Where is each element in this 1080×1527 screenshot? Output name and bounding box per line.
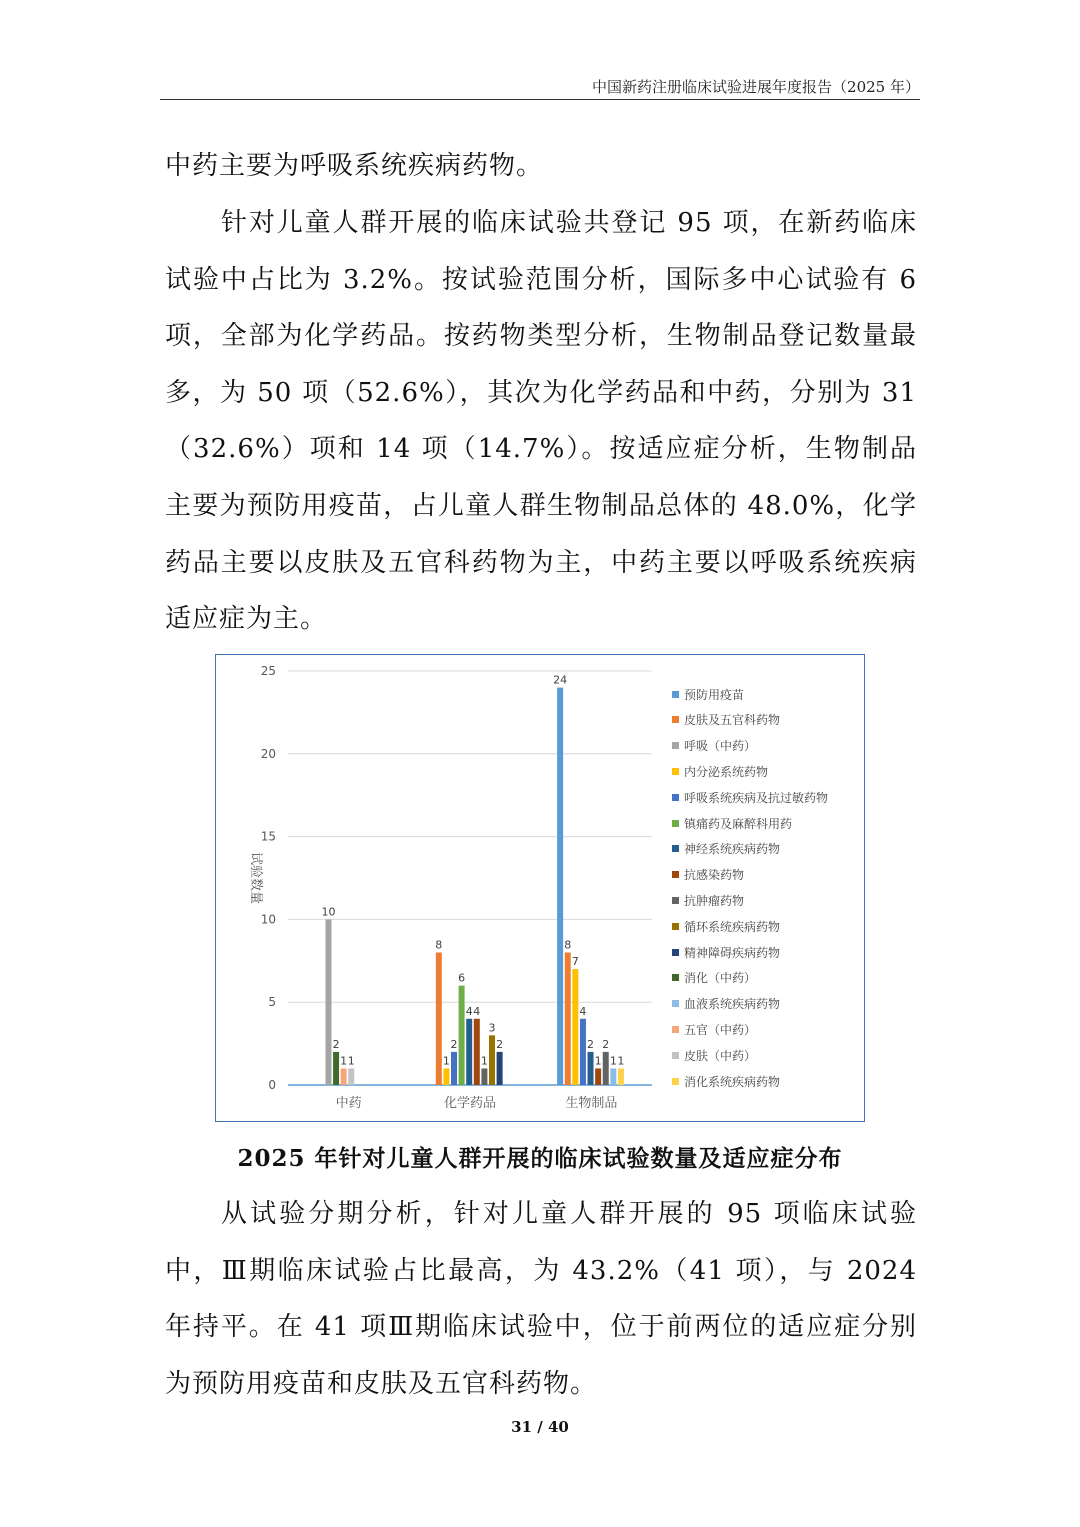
- legend-label: 消化（中药）: [684, 971, 757, 986]
- data-label: 6: [458, 971, 466, 985]
- legend-swatch: [672, 794, 679, 801]
- data-label: 4: [473, 1004, 481, 1018]
- data-label: 1: [347, 1054, 355, 1068]
- data-label: 2: [602, 1037, 610, 1051]
- data-label: 2: [587, 1037, 595, 1051]
- bar: [489, 1035, 495, 1085]
- legend-swatch: [672, 974, 679, 981]
- legend-item: [672, 942, 780, 962]
- data-label: 2: [450, 1037, 458, 1051]
- data-label: 4: [579, 1004, 587, 1018]
- legend-label: 呼吸（中药）: [684, 739, 757, 754]
- legend-swatch: [672, 871, 679, 878]
- bar: [341, 1068, 347, 1085]
- bar: [565, 953, 571, 1085]
- bar: [436, 953, 442, 1085]
- legend-swatch: [672, 820, 679, 827]
- legend-item: [672, 1045, 756, 1065]
- bar: [325, 919, 331, 1085]
- legend-swatch: [672, 768, 679, 775]
- bar: [474, 1019, 480, 1085]
- bar: [333, 1052, 339, 1085]
- data-label: 8: [564, 938, 572, 952]
- figure-caption: 2025 年针对儿童人群开展的临床试验数量及适应症分布: [237, 1145, 843, 1172]
- y-tick-label: 10: [260, 912, 276, 927]
- legend-label: 抗肿瘤药物: [684, 893, 745, 908]
- legend-item: [672, 813, 792, 833]
- legend-label: 循环系统疾病药物: [684, 919, 781, 934]
- legend-item: [672, 968, 756, 988]
- bar: [618, 1068, 624, 1085]
- y-tick-label: 15: [260, 829, 276, 844]
- bar: [459, 986, 465, 1085]
- data-label: 8: [435, 938, 443, 952]
- legend-label: 皮肤（中药）: [684, 1048, 757, 1063]
- bar: [497, 1052, 503, 1085]
- header-rule: [160, 99, 920, 100]
- legend-item: [672, 890, 744, 910]
- bar: [595, 1068, 601, 1085]
- data-label: 1: [442, 1054, 450, 1068]
- legend-swatch: [672, 923, 679, 930]
- legend-label: 皮肤及五官科药物: [684, 713, 781, 728]
- bar: [580, 1019, 586, 1085]
- legend-label: 神经系统疾病药物: [684, 842, 781, 857]
- bar: [451, 1052, 457, 1085]
- data-label: 10: [321, 905, 336, 919]
- bar: [466, 1019, 472, 1085]
- data-label: 1: [617, 1054, 625, 1068]
- legend-label: 预防用疫苗: [684, 687, 745, 702]
- legend-swatch: [672, 897, 679, 904]
- legend-item: [672, 865, 744, 885]
- y-tick-label: 25: [260, 664, 276, 678]
- data-label: 2: [496, 1037, 504, 1051]
- bar: [603, 1052, 609, 1085]
- legend-swatch: [672, 845, 679, 852]
- bar: [557, 688, 563, 1085]
- legend-swatch: [672, 742, 679, 749]
- paragraph-2: 针对儿童人群开展的临床试验共登记 95 项，在新药临床试验中占比为 3.2%。按试验范围分析，国际多中心试验有 6 项，全部为化学药品。按药物类型分析，生物制品登记数量最多，为 50 项（52.6%），其次为化学药品和中药，分别为 31（32.6%）项和 14 项（14.7%）。按适应症分析，生物制品主要为预防用疫苗，占儿童人群生物制品总体的 48.0%，化学药品主要以皮肤及五官科药物为主，中药主要以呼吸系统疾病适应症为主。: [165, 208, 917, 635]
- legend-label: 呼吸系统疾病及抗过敏药物: [684, 790, 829, 805]
- page-header: 中国新药注册临床试验进展年度报告（2025 年）: [592, 78, 920, 96]
- legend-label: 镇痛药及麻醉科用药: [684, 816, 793, 831]
- x-tick-label: 生物制品: [565, 1096, 618, 1111]
- legend-item: [672, 1071, 780, 1091]
- legend-item: [672, 1019, 756, 1039]
- legend-label: 消化系统疾病药物: [684, 1074, 781, 1089]
- legend-item: [672, 736, 756, 756]
- legend-label: 五官（中药）: [684, 1022, 757, 1037]
- page-number: 31 / 40: [511, 1418, 569, 1436]
- y-tick-label: 0: [268, 1078, 276, 1092]
- legend-item: [672, 916, 780, 936]
- legend-item: [672, 684, 744, 704]
- bar: [610, 1068, 616, 1085]
- x-tick-label: 中药: [335, 1096, 362, 1111]
- legend-swatch: [672, 1026, 679, 1033]
- legend-swatch: [672, 1078, 679, 1085]
- legend-label: 精神障碍疾病药物: [684, 945, 781, 960]
- data-label: 2: [332, 1037, 340, 1051]
- y-tick-label: 20: [260, 746, 276, 761]
- legend-swatch: [672, 1000, 679, 1007]
- legend-swatch: [672, 1052, 679, 1059]
- legend-label: 血液系统疾病药物: [684, 997, 781, 1012]
- y-axis-label: 试验数量: [248, 851, 263, 905]
- data-label: 1: [609, 1054, 617, 1068]
- y-tick-label: 5: [268, 995, 276, 1010]
- legend-item: [672, 994, 780, 1014]
- legend-label: 内分泌系统药物: [684, 764, 769, 779]
- bar: [443, 1068, 449, 1085]
- legend-swatch: [672, 716, 679, 723]
- data-label: 1: [480, 1054, 488, 1068]
- paragraph-3: 从试验分期分析，针对儿童人群开展的 95 项临床试验中，Ⅲ期临床试验占比最高，为 43.2%（41 项），与 2024 年持平。在 41 项Ⅲ期临床试验中，位于前两位的适应症分别为预防用疫苗和皮肤及五官科药物。: [165, 1199, 917, 1399]
- data-label: 3: [488, 1021, 496, 1035]
- x-tick-label: 化学药品: [443, 1096, 497, 1111]
- legend-label: 抗感染药物: [684, 868, 745, 883]
- bar: [572, 969, 578, 1085]
- bar: [348, 1068, 354, 1085]
- bar: [588, 1052, 594, 1085]
- bar: [481, 1068, 487, 1085]
- data-label: 1: [594, 1054, 602, 1068]
- legend-item: [672, 761, 768, 781]
- legend-swatch: [672, 691, 679, 698]
- data-label: 24: [553, 673, 568, 687]
- legend-item: [672, 839, 780, 859]
- legend-item: [672, 710, 780, 730]
- paragraph-1: 中药主要为呼吸系统疾病药物。: [165, 151, 544, 181]
- legend-swatch: [672, 949, 679, 956]
- legend-item: [672, 787, 828, 807]
- data-label: 4: [465, 1004, 473, 1018]
- data-label: 1: [340, 1054, 348, 1068]
- data-label: 7: [571, 955, 579, 969]
